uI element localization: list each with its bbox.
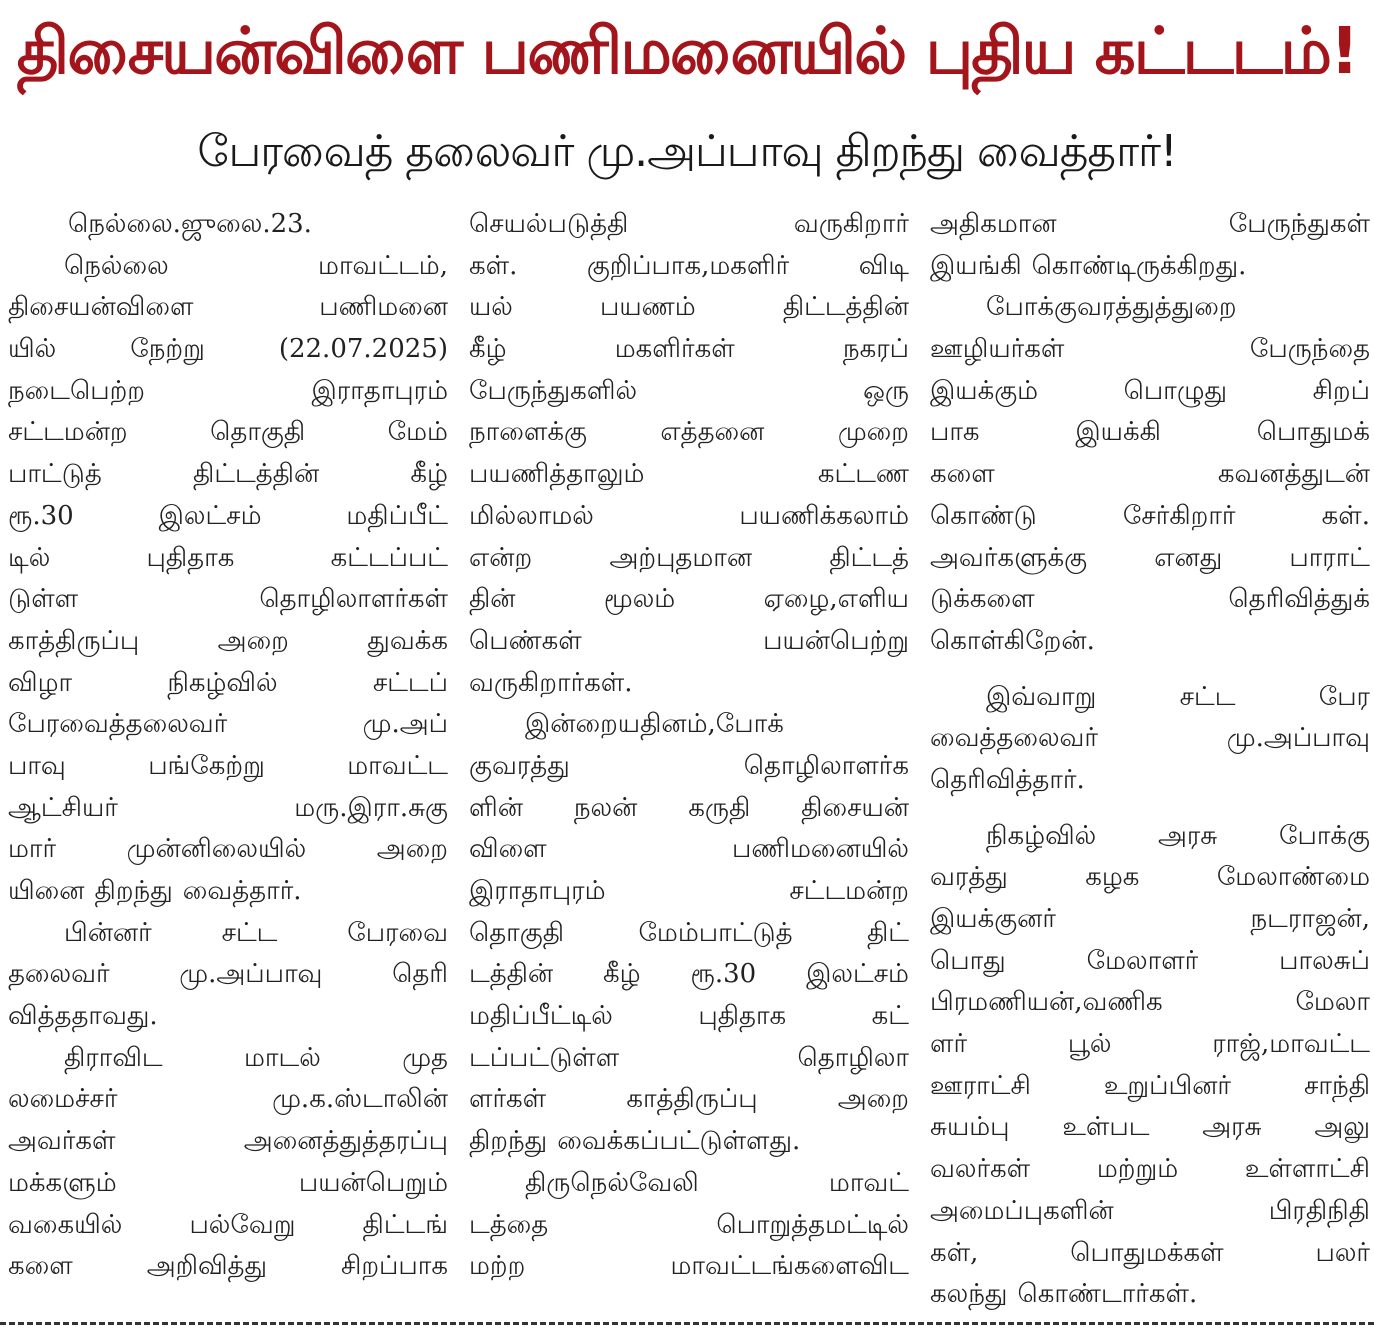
word: டுள்ள bbox=[8, 584, 79, 615]
word: காத்திருப்பு bbox=[626, 1084, 758, 1115]
text-line bbox=[930, 899, 1370, 941]
bottom-dashed-divider bbox=[0, 1322, 1374, 1325]
word: வைத்தலைவர் bbox=[930, 723, 1099, 754]
text-line bbox=[930, 412, 1370, 454]
word: வரத்து bbox=[930, 862, 1008, 893]
word: சிறப்பாக bbox=[341, 1251, 448, 1282]
word: கள், bbox=[930, 1237, 979, 1268]
word: இலட்சம் bbox=[806, 959, 909, 990]
word: குறிப்பாக,மகளிர் bbox=[586, 250, 790, 281]
word: பொறுத்தமட்டில் bbox=[716, 1209, 909, 1240]
word: நடைபெற்ற bbox=[8, 375, 145, 406]
word: சட்டமன்ற bbox=[789, 876, 909, 906]
word: கட்டண bbox=[817, 459, 909, 490]
word: விளை bbox=[469, 834, 547, 865]
word: ஏழை,எளிய bbox=[763, 584, 909, 615]
text-line bbox=[930, 760, 1370, 802]
word: மற்றும் bbox=[1096, 1154, 1179, 1185]
word: சுயம்பு bbox=[930, 1112, 1010, 1143]
word: களை bbox=[930, 459, 995, 490]
text-line bbox=[930, 718, 1370, 760]
word: இயக்குனர் bbox=[930, 904, 1056, 934]
word: துவக்க bbox=[367, 625, 448, 656]
word: மூலம் bbox=[603, 584, 676, 615]
word: இராதாபுரம் bbox=[311, 375, 448, 406]
word: உள்பட bbox=[1062, 1112, 1150, 1143]
word: நிகழ்வில் bbox=[986, 820, 1097, 851]
text-line bbox=[930, 1149, 1370, 1191]
text-line bbox=[8, 538, 448, 580]
word: முன்னிலையில் bbox=[126, 834, 307, 865]
word: டப்பட்டுள்ள bbox=[469, 1042, 620, 1073]
word: கழக bbox=[1085, 862, 1140, 893]
word: மற்ற bbox=[469, 1251, 526, 1282]
word: பெண்கள் bbox=[469, 625, 582, 656]
word: யினை bbox=[8, 876, 85, 906]
word: நலன் bbox=[573, 792, 638, 823]
text-line bbox=[930, 287, 1370, 329]
word: நிகழ்வில் bbox=[167, 667, 278, 698]
word: வித்ததாவது. bbox=[8, 1001, 158, 1032]
text-line bbox=[469, 454, 909, 496]
word: திருநெல்வேலி bbox=[525, 1167, 699, 1198]
word: டுக்களை bbox=[930, 584, 1035, 615]
word: மு.அப்பாவு bbox=[179, 959, 323, 990]
word: கள். bbox=[469, 250, 518, 281]
word: சாந்தி bbox=[1304, 1070, 1370, 1101]
word: கலந்து bbox=[930, 1279, 1008, 1310]
word: கள். bbox=[1321, 500, 1370, 531]
word: போக்கு bbox=[1279, 820, 1370, 851]
text-line bbox=[8, 871, 448, 913]
word: பணிமனை bbox=[319, 292, 448, 323]
word: அலு bbox=[1314, 1112, 1370, 1143]
word: அனைத்துத்தரப்பு bbox=[243, 1126, 448, 1157]
word: போக்குவரத்துத்துறை bbox=[986, 292, 1237, 323]
word: பேருந்தை bbox=[1249, 334, 1370, 365]
word: ளர்கள் bbox=[469, 1084, 547, 1115]
text-line bbox=[8, 454, 448, 496]
word: பிரதிநிதி bbox=[1268, 1195, 1370, 1226]
word: தலைவர் bbox=[8, 959, 110, 990]
text-line bbox=[930, 857, 1370, 899]
word: நடராஜன், bbox=[1250, 904, 1370, 934]
word: தொகுதி bbox=[469, 917, 565, 948]
word: சட்டப் bbox=[372, 667, 448, 698]
word: கீழ் bbox=[603, 959, 641, 990]
word: பங்கேற்று bbox=[148, 750, 265, 781]
word: கொண்டார்கள். bbox=[1017, 1279, 1198, 1310]
word: புதிதாக bbox=[146, 542, 235, 573]
word: தெரிவித்துக் bbox=[1228, 584, 1370, 615]
word: லமைச்சர் bbox=[8, 1084, 118, 1115]
word: கொண்டிருக்கிறது. bbox=[1031, 250, 1247, 281]
word: தின் bbox=[469, 584, 516, 615]
text-line bbox=[8, 746, 448, 788]
word: இயங்கி bbox=[930, 250, 1022, 281]
word: முறை bbox=[837, 417, 909, 448]
word: மார் bbox=[8, 834, 57, 865]
word: இவ்வாறு bbox=[986, 681, 1097, 712]
text-line bbox=[8, 621, 448, 663]
word: மு.அப் bbox=[362, 709, 448, 740]
word: மேலாளர் bbox=[1086, 945, 1199, 976]
word: மதிப்பீட் bbox=[346, 500, 448, 531]
word: மேம் bbox=[387, 417, 448, 448]
text-line bbox=[8, 371, 448, 413]
text-line bbox=[8, 579, 448, 621]
text-line bbox=[469, 1038, 909, 1080]
text-line bbox=[8, 704, 448, 746]
text-line bbox=[8, 996, 448, 1038]
word: ளின் bbox=[469, 792, 523, 823]
word: மேம்பாட்டுத் bbox=[638, 917, 793, 948]
text-line bbox=[930, 816, 1370, 858]
text-line bbox=[930, 329, 1370, 371]
word: அமைப்புகளின் bbox=[930, 1195, 1114, 1226]
word: சேர்கிறார் bbox=[1122, 500, 1236, 531]
text-line bbox=[930, 204, 1370, 246]
word: களை bbox=[8, 1251, 73, 1282]
text-line bbox=[930, 454, 1370, 496]
word: திசையன்விளை bbox=[8, 292, 194, 323]
text-line bbox=[930, 621, 1370, 663]
text-line bbox=[469, 1079, 909, 1121]
word: ளர் bbox=[930, 1029, 968, 1060]
word: திறந்து bbox=[469, 1126, 548, 1157]
text-line bbox=[469, 788, 909, 830]
word: கொள்கிறேன். bbox=[930, 625, 1095, 656]
word: நகரப் bbox=[842, 334, 909, 365]
word: என்ற bbox=[469, 542, 533, 573]
text-line bbox=[8, 287, 448, 329]
text-line bbox=[469, 871, 909, 913]
word: ஆட்சியர் bbox=[8, 792, 118, 823]
word: பொதுமக் bbox=[1256, 417, 1370, 448]
text-line bbox=[469, 1121, 909, 1163]
text-line bbox=[469, 704, 909, 746]
word: திறந்து bbox=[94, 876, 173, 906]
word: மகளிர்கள் bbox=[614, 334, 735, 365]
text-line bbox=[8, 329, 448, 371]
word: இன்றையதினம்,போக் bbox=[525, 709, 784, 740]
text-line bbox=[469, 1246, 909, 1288]
word: எனது bbox=[1154, 542, 1223, 573]
text-line bbox=[930, 1274, 1370, 1312]
word: பல்வேறு bbox=[189, 1209, 296, 1240]
text-line bbox=[8, 412, 448, 454]
word: பேர bbox=[1318, 681, 1370, 712]
text-line bbox=[8, 788, 448, 830]
word: தெரி bbox=[392, 959, 448, 990]
word: தொழிலா bbox=[797, 1042, 909, 1073]
word: மேலாண்மை bbox=[1216, 862, 1370, 893]
word: சட்ட bbox=[221, 917, 278, 948]
word: கட்டப்பட் bbox=[330, 542, 448, 573]
text-line bbox=[930, 982, 1370, 1024]
word: (22.07.2025) bbox=[278, 334, 448, 365]
word: இயக்கும் bbox=[930, 375, 1039, 406]
word: ராஜ்,மாவட்ட bbox=[1212, 1029, 1370, 1060]
word: கட் bbox=[871, 1001, 909, 1032]
text-line bbox=[930, 1024, 1370, 1066]
text-line bbox=[8, 496, 448, 538]
text-line bbox=[930, 538, 1370, 580]
text-line bbox=[930, 1066, 1370, 1108]
text-line bbox=[469, 287, 909, 329]
text-line bbox=[469, 663, 909, 705]
article-body bbox=[8, 204, 1370, 1312]
text-line bbox=[469, 621, 909, 663]
word: ஒரு bbox=[863, 375, 909, 406]
word: தெரிவித்தார். bbox=[930, 764, 1085, 795]
word: திட்டங் bbox=[362, 1209, 448, 1240]
text-line bbox=[469, 579, 909, 621]
text-line bbox=[8, 1121, 448, 1163]
text-line bbox=[469, 913, 909, 955]
word: வைத்தார். bbox=[182, 876, 302, 906]
word: விடி bbox=[858, 250, 909, 281]
word: அரசு bbox=[1157, 820, 1218, 851]
word: பாலசுப் bbox=[1279, 945, 1370, 976]
word: கீழ் bbox=[469, 334, 507, 365]
word: பிரமணியன்,வணிக bbox=[930, 987, 1163, 1018]
text-line bbox=[469, 204, 909, 246]
word: பயன்பெறும் bbox=[298, 1167, 448, 1198]
word: பொதுமக்கள் bbox=[1070, 1237, 1224, 1268]
word: சட்டமன்ற bbox=[8, 417, 128, 448]
word: பயன்பெற்று bbox=[763, 625, 909, 656]
word: மாவட் bbox=[828, 1167, 909, 1198]
word: அதிகமான bbox=[930, 209, 1057, 239]
word: மாவட்டம், bbox=[318, 250, 448, 281]
text-line bbox=[930, 941, 1370, 983]
word: பொழுது bbox=[1123, 375, 1228, 406]
word: அரசு bbox=[1202, 1112, 1262, 1143]
word: திட்டத்தின் bbox=[193, 459, 320, 490]
word: காத்திருப்பு bbox=[8, 625, 140, 656]
column-3 bbox=[930, 204, 1370, 1312]
word: பலர் bbox=[1315, 1237, 1370, 1268]
word: மக்களும் bbox=[8, 1167, 117, 1198]
column-1 bbox=[8, 204, 448, 1312]
word: மில்லாமல் bbox=[469, 500, 594, 531]
word: மாவட்டங்களைவிட bbox=[670, 1251, 909, 1282]
word: பயணித்தாலும் bbox=[469, 459, 645, 490]
text-line bbox=[469, 329, 909, 371]
word: தொகுதி bbox=[210, 417, 306, 448]
text-line bbox=[8, 1038, 448, 1080]
word: தொழிலாளர்க bbox=[743, 750, 909, 781]
word: இராதாபுரம் bbox=[469, 876, 606, 906]
text-line bbox=[8, 1079, 448, 1121]
text-line bbox=[930, 1191, 1370, 1233]
word: திட்டத்தின் bbox=[782, 292, 909, 323]
text-line bbox=[8, 1163, 448, 1205]
text-line bbox=[469, 746, 909, 788]
word: டில் bbox=[8, 542, 51, 573]
text-line bbox=[8, 1246, 448, 1288]
text-line bbox=[469, 412, 909, 454]
word: யில் bbox=[8, 334, 57, 365]
word: எத்தனை bbox=[660, 417, 765, 448]
word: கருதி bbox=[688, 792, 751, 823]
word: அறை bbox=[217, 625, 289, 656]
word: அறிவித்து bbox=[146, 1251, 268, 1282]
word: கொண்டு bbox=[930, 500, 1037, 531]
word: பூல் bbox=[1067, 1029, 1112, 1060]
word: இலட்சம் bbox=[158, 500, 262, 531]
word: வகையில் bbox=[8, 1209, 123, 1240]
text-line bbox=[930, 1107, 1370, 1149]
word: செயல்படுத்தி bbox=[469, 209, 629, 239]
word: உள்ளாட்சி bbox=[1244, 1154, 1370, 1185]
text-line bbox=[930, 246, 1370, 288]
word: பேரவை bbox=[347, 917, 448, 948]
word: அவர்கள் bbox=[8, 1126, 116, 1157]
word: பாராட் bbox=[1289, 542, 1370, 573]
word: நெல்லை bbox=[64, 250, 169, 281]
word: மாடல் bbox=[244, 1042, 321, 1073]
word: புதிதாக bbox=[698, 1001, 787, 1032]
word: மேலா bbox=[1295, 987, 1370, 1018]
text-line bbox=[469, 538, 909, 580]
word: பாக bbox=[930, 417, 980, 448]
text-line bbox=[930, 579, 1370, 621]
word: பின்னர் bbox=[64, 917, 152, 948]
word: திராவிட bbox=[64, 1042, 163, 1073]
word: முத bbox=[402, 1042, 448, 1073]
word: பாவு bbox=[8, 750, 66, 781]
text-line bbox=[469, 954, 909, 996]
word: கவனத்துடன் bbox=[1217, 459, 1370, 490]
word: சட்ட bbox=[1179, 681, 1236, 712]
column-2 bbox=[469, 204, 909, 1312]
word: மு.அப்பாவு bbox=[1226, 723, 1370, 754]
text-line bbox=[469, 496, 909, 538]
word: வருகிறார்கள். bbox=[469, 667, 633, 698]
word: ஊராட்சி bbox=[930, 1070, 1031, 1101]
text-line bbox=[8, 663, 448, 705]
word: அற்புதமான bbox=[609, 542, 753, 573]
word: டத்தின் bbox=[469, 959, 554, 990]
word: பணிமனையில் bbox=[731, 834, 909, 865]
word: யல் bbox=[469, 292, 513, 323]
word: பேரவைத்தலைவர் bbox=[8, 709, 228, 740]
text-line bbox=[469, 1205, 909, 1247]
text-line bbox=[8, 913, 448, 955]
word: பயணம் bbox=[600, 292, 696, 323]
text-line bbox=[930, 496, 1370, 538]
word: வலர்கள் bbox=[930, 1154, 1031, 1185]
word: நாளைக்கு bbox=[469, 417, 587, 448]
word: பயணிக்கலாம் bbox=[739, 500, 909, 531]
text-line bbox=[469, 246, 909, 288]
text-line bbox=[930, 1233, 1370, 1275]
word: டத்தை bbox=[469, 1209, 549, 1240]
subheadline: பேரவைத் தலைவர் மு.அப்பாவு திறந்து வைத்தார்! bbox=[197, 125, 1177, 177]
text-line bbox=[469, 829, 909, 871]
text-line bbox=[8, 829, 448, 871]
text-line bbox=[8, 1205, 448, 1247]
text-line bbox=[930, 677, 1370, 719]
text-line bbox=[8, 204, 448, 246]
text-line bbox=[469, 371, 909, 413]
headline: திசையன்விளை பணிமனையில் புதிய கட்டடம்! bbox=[16, 15, 1358, 89]
word: பேருந்துகள் bbox=[1228, 209, 1370, 239]
word: ரூ.30 bbox=[690, 959, 757, 990]
word: நேற்று bbox=[130, 334, 205, 365]
word: ஊழியர்கள் bbox=[930, 334, 1065, 365]
text-line bbox=[8, 954, 448, 996]
word: உறுப்பினர் bbox=[1103, 1070, 1232, 1101]
word: சிறப் bbox=[1312, 375, 1370, 406]
word: ரூ.30 bbox=[8, 500, 74, 531]
word: அறை bbox=[837, 1084, 909, 1115]
word: வைக்கப்பட்டுள்ளது. bbox=[557, 1126, 801, 1157]
text-line bbox=[8, 246, 448, 288]
text-line bbox=[930, 371, 1370, 413]
word: மரு.இரா.சுகு bbox=[294, 792, 448, 823]
word: பொது bbox=[930, 945, 1006, 976]
word: குவரத்து bbox=[469, 750, 570, 781]
text-line bbox=[469, 996, 909, 1038]
text-line bbox=[469, 1163, 909, 1205]
word: மு.க.ஸ்டாலின் bbox=[272, 1084, 448, 1115]
word: விழா bbox=[8, 667, 73, 698]
word: மாவட்ட bbox=[347, 750, 448, 781]
word: இயக்கி bbox=[1075, 417, 1161, 448]
word: திசையன் bbox=[801, 792, 909, 823]
word: நெல்லை.ஜுலை.23. bbox=[68, 209, 312, 239]
word: பேருந்துகளில் bbox=[469, 375, 638, 406]
word: மதிப்பீட்டில் bbox=[469, 1001, 613, 1032]
word: திட்டத் bbox=[829, 542, 909, 573]
word: பாட்டுத் bbox=[8, 459, 102, 490]
word: அவர்களுக்கு bbox=[930, 542, 1088, 573]
word: அறை bbox=[376, 834, 448, 865]
word: தொழிலாளர்கள் bbox=[259, 584, 448, 615]
word: திட் bbox=[867, 917, 909, 948]
word: கீழ் bbox=[410, 459, 448, 490]
word: வருகிறார் bbox=[793, 209, 909, 239]
